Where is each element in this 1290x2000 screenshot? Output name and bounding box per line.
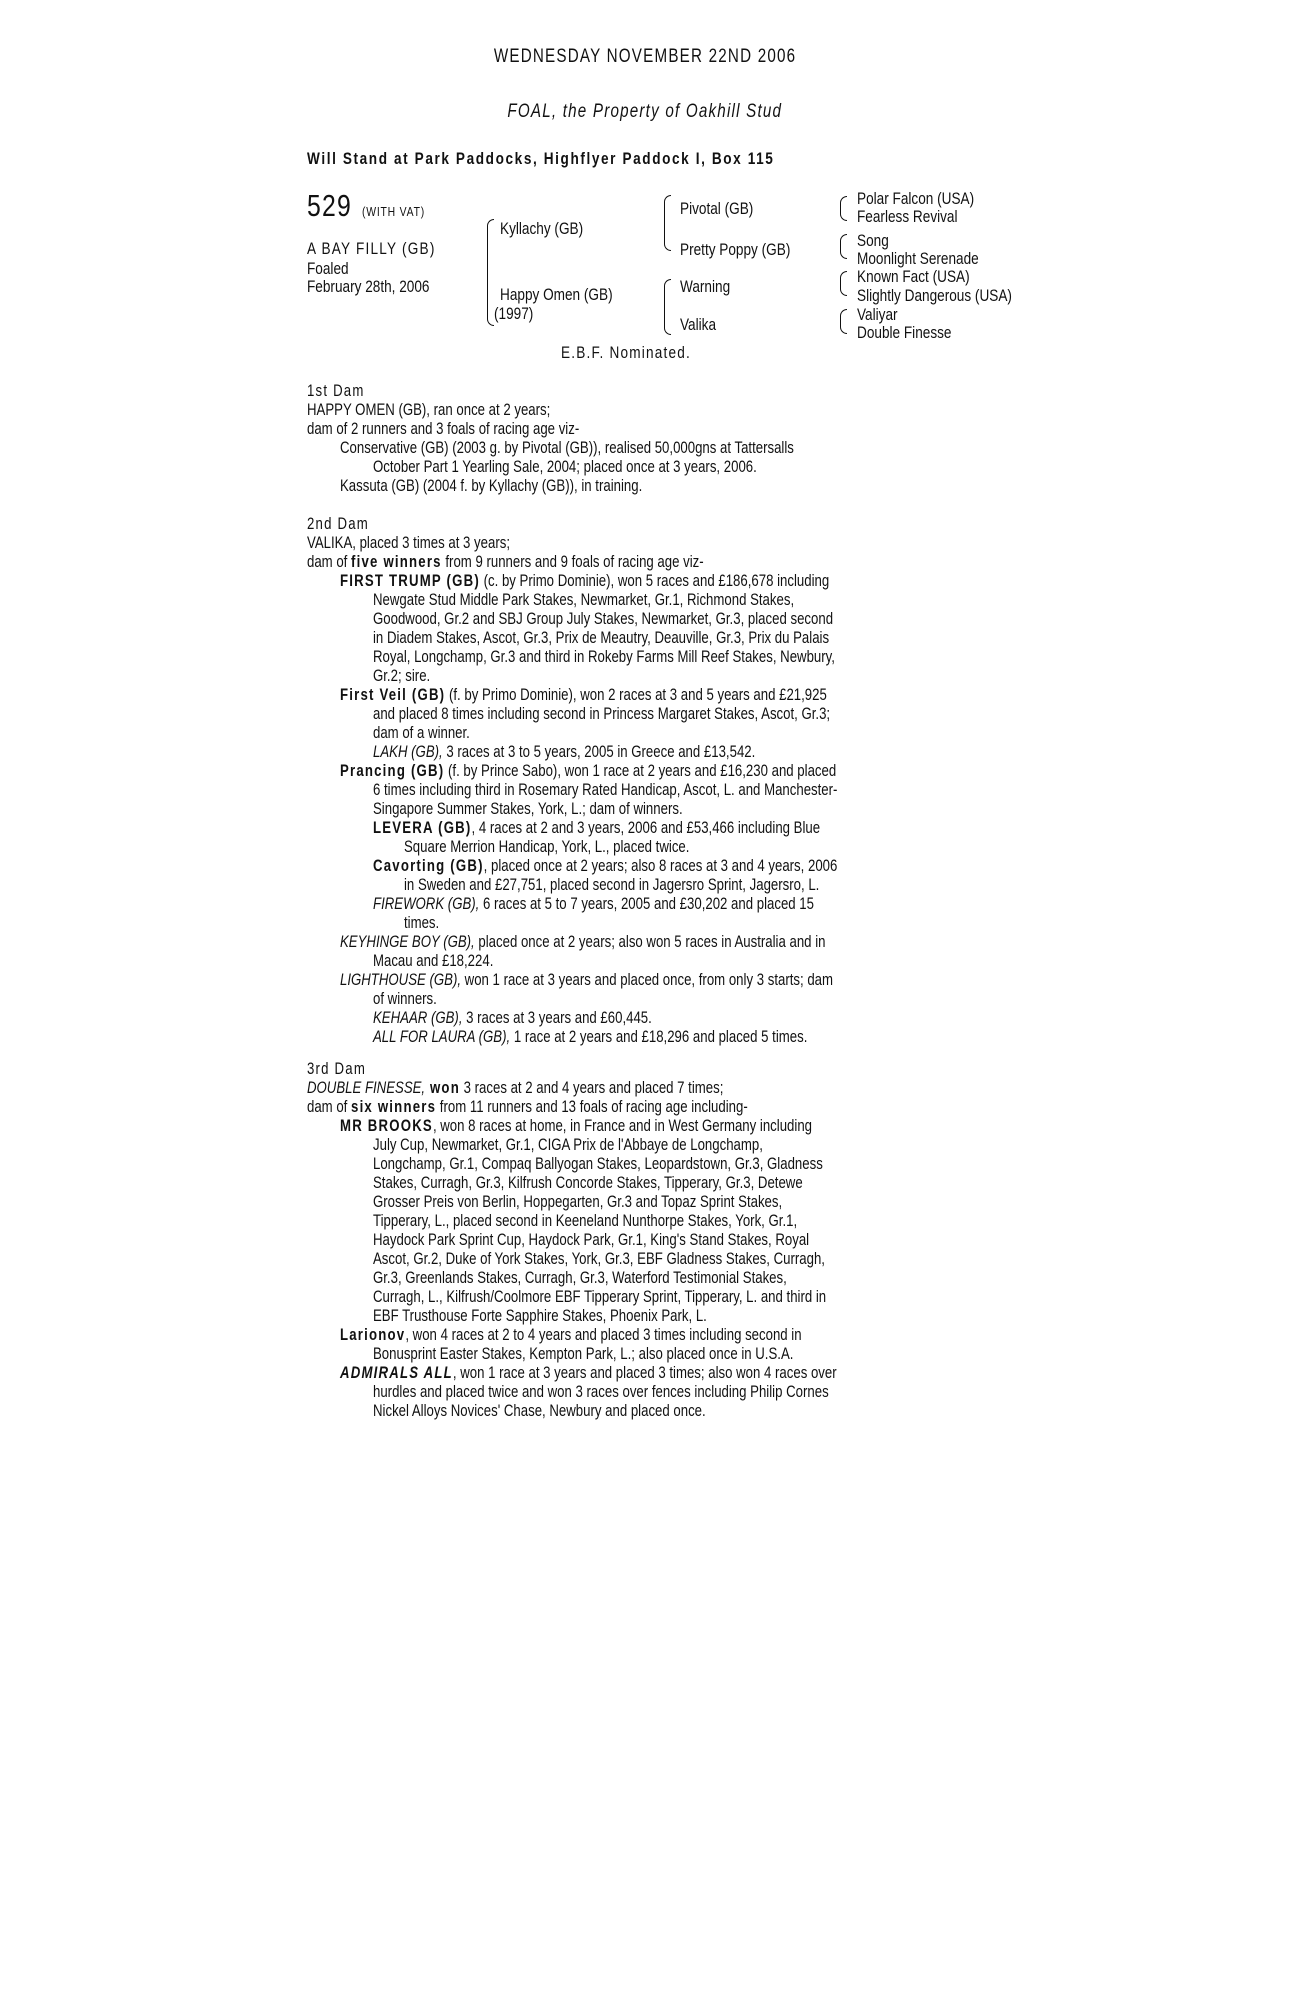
pedigree-g3-8 [857, 323, 975, 343]
lot-name-text: A BAY FILLY (GB) [307, 239, 436, 258]
progeny-line: Longchamp, Gr.1, Compaq Ballyogan Stakes, Leopardstown, Gr.3, Gladness [373, 1155, 823, 1173]
foaled-date [307, 277, 460, 297]
first-dam-section [307, 382, 977, 496]
vat-label: (WITH VAT) [361, 204, 426, 219]
property-text: FOAL, the Property of Oakhill Stud [507, 101, 783, 122]
pedigree-g3-1 [857, 189, 1003, 209]
progeny-line: Gr.2; sire. [373, 667, 431, 685]
progeny-line: Macau and £18,224. [373, 952, 494, 970]
pedigree-g3-3 [857, 231, 897, 251]
sale-date-text: WEDNESDAY NOVEMBER 22ND 2006 [493, 46, 797, 67]
progeny-line: Newgate Stud Middle Park Stakes, Newmarket, Gr.1, Richmond Stakes, [373, 591, 795, 609]
pedigree-sire-sire [680, 199, 772, 219]
pedigree-g3-4 [857, 249, 1009, 269]
pedigree-g3-4-text: Moonlight Serenade [857, 249, 979, 268]
pedigree-dam-dam-text: Valika [680, 315, 717, 334]
first-dam-line: Kassuta (GB) (2004 f. by Kyllachy (GB)), in training. [340, 477, 643, 495]
progeny-line: hurdles and placed twice and won 3 races over fences including Philip Cornes [373, 1383, 829, 1401]
property-line [0, 101, 1290, 123]
progeny-line: Bonusprint Easter Stakes, Kempton Park, L.; also placed once in U.S.A. [373, 1345, 794, 1363]
pedigree-brace-main [487, 219, 494, 326]
first-dam-line: HAPPY OMEN (GB), ran once at 2 years; [307, 401, 551, 419]
progeny-line: Tipperary, L., placed second in Keeneland Nunthorpe Stakes, York, Gr.1, [373, 1212, 798, 1230]
pedigree-sire [500, 219, 604, 239]
progeny-line: EBF Trusthouse Forte Sapphire Stakes, Phoenix Park, L. [373, 1307, 707, 1325]
pedigree-sire-sire-text: Pivotal (GB) [680, 199, 754, 218]
sale-date [0, 46, 1290, 68]
pedigree-g3-2 [857, 207, 983, 227]
pedigree-brace-sire [664, 195, 671, 251]
pedigree-g3-1-text: Polar Falcon (USA) [857, 189, 975, 208]
progeny-line: of winners. [373, 990, 437, 1008]
first-dam-line: Conservative (GB) (2003 g. by Pivotal (GB)), realised 50,000gns at Tattersalls [340, 439, 794, 457]
pedigree-dam [500, 285, 641, 305]
third-dam-line: dam of six winners from 11 runners and 13 foals of racing age including- [307, 1098, 748, 1116]
progeny-line: Nickel Alloys Novices' Chase, Newbury and placed once. [373, 1402, 706, 1420]
third-dam-line: DOUBLE FINESSE, won 3 races at 2 and 4 years and placed 7 times; [307, 1079, 724, 1097]
second-dam-section [307, 515, 977, 1047]
progeny-lighthouse: LIGHTHOUSE (GB), won 1 race at 3 years and placed once, from only 3 starts; dam [340, 971, 834, 989]
progeny-line: Goodwood, Gr.2 and SBJ Group July Stakes, Newmarket, Gr.3, placed second [373, 610, 834, 628]
pedigree-g3-6 [857, 286, 1051, 306]
pedigree-g3-5 [857, 267, 998, 287]
progeny-line: Curragh, L., Kilfrush/Coolmore EBF Tipperary Sprint, Tipperary, L. and third in [373, 1288, 827, 1306]
progeny-line: July Cup, Newmarket, Gr.1, CIGA Prix de l'Abbaye de Longchamp, [373, 1136, 763, 1154]
foaled-date-text: February 28th, 2006 [307, 277, 430, 296]
progeny-line: in Diadem Stakes, Ascot, Gr.3, Prix de Meautry, Deauville, Gr.3, Prix du Palais [373, 629, 830, 647]
pedigree-sire-dam [680, 240, 818, 260]
second-dam-heading: 2nd Dam [307, 515, 369, 533]
lot-number: 529 [307, 188, 352, 223]
pedigree-brace-g3-3 [840, 271, 847, 296]
pedigree-dam-sire [680, 277, 743, 297]
progeny-kehaar: KEHAAR (GB), 3 races at 3 years and £60,445. [373, 1009, 652, 1027]
progeny-first-trump: FIRST TRUMP (GB) (c. by Primo Dominie), won 5 races and £186,678 including [340, 572, 830, 590]
pedigree-dam-sire-text: Warning [680, 277, 731, 296]
pedigree-brace-g3-2 [840, 234, 847, 259]
third-dam-section [307, 1060, 977, 1421]
pedigree-dam-year-text: (1997) [494, 304, 534, 323]
progeny-line: Singapore Summer Stakes, York, L.; dam of winners. [373, 800, 683, 818]
pedigree-brace-g3-4 [840, 309, 847, 334]
progeny-keyhinge-boy: KEYHINGE BOY (GB), placed once at 2 years; also won 5 races in Australia and in [340, 933, 826, 951]
stand-text: Will Stand at Park Paddocks, Highflyer Paddock I, Box 115 [307, 149, 775, 168]
lot-number-row [307, 188, 455, 224]
pedigree-g3-8-text: Double Finesse [857, 323, 952, 342]
pedigree-dam-dam [680, 315, 725, 335]
pedigree-g3-6-text: Slightly Dangerous (USA) [857, 286, 1012, 305]
progeny-line: Stakes, Curragh, Gr.3, Kilfrush Concorde Stakes, Tipperary, Gr.3, Detewe [373, 1174, 803, 1192]
second-dam-line: dam of five winners from 9 runners and 9 foals of racing age viz- [307, 553, 704, 571]
progeny-line: Royal, Longchamp, Gr.3 and third in Rokeby Farms Mill Reef Stakes, Newbury, [373, 648, 835, 666]
progeny-line: Gr.3, Greenlands Stakes, Curragh, Gr.3, Waterford Testimonial Stakes, [373, 1269, 787, 1287]
progeny-line: in Sweden and £27,751, placed second in Jagersro Sprint, Jagersro, L. [404, 876, 820, 894]
progeny-line: times. [404, 914, 440, 932]
pedigree-sire-text: Kyllachy (GB) [500, 219, 584, 238]
progeny-all-for-laura: ALL FOR LAURA (GB), 1 race at 2 years and £18,296 and placed 5 times. [373, 1028, 808, 1046]
pedigree-brace-dam [664, 279, 671, 335]
pedigree-sire-dam-text: Pretty Poppy (GB) [680, 240, 791, 259]
progeny-line: Haydock Park Sprint Cup, Haydock Park, Gr.1, King's Stand Stakes, Royal [373, 1231, 810, 1249]
progeny-first-veil: First Veil (GB) (f. by Primo Dominie), won 2 races at 3 and 5 years and £21,925 [340, 686, 827, 704]
pedigree-dam-text: Happy Omen (GB) [500, 285, 613, 304]
pedigree-g3-7 [857, 305, 908, 325]
progeny-firework: FIREWORK (GB), 6 races at 5 to 7 years, 2005 and £30,202 and placed 15 [373, 895, 814, 913]
progeny-line: 6 times including third in Rosemary Rated Handicap, Ascot, L. and Manchester- [373, 781, 838, 799]
progeny-cavorting: Cavorting (GB), placed once at 2 years; also 8 races at 3 and 4 years, 2006 [373, 857, 838, 875]
pedigree-g3-3-text: Song [857, 231, 889, 250]
ebf-nominated-text: E.B.F. Nominated. [561, 343, 692, 362]
foaled-label [307, 259, 359, 279]
progeny-mr-brooks: MR BROOKS, won 8 races at home, in France and in West Germany including [340, 1117, 813, 1135]
first-dam-line: October Part 1 Yearling Sale, 2004; placed once at 3 years, 2006. [373, 458, 757, 476]
progeny-prancing: Prancing (GB) (f. by Prince Sabo), won 1 race at 2 years and £16,230 and placed [340, 762, 837, 780]
progeny-line: Ascot, Gr.2, Duke of York Stakes, York, Gr.3, EBF Gladness Stakes, Curragh, [373, 1250, 825, 1268]
foaled-label-text: Foaled [307, 259, 349, 278]
progeny-levera: LEVERA (GB), 4 races at 2 and 3 years, 2006 and £53,466 including Blue [373, 819, 821, 837]
first-dam-heading: 1st Dam [307, 382, 365, 400]
stand-location [307, 149, 891, 169]
progeny-line: and placed 8 times including second in Princess Margaret Stakes, Ascot, Gr.3; [373, 705, 831, 723]
progeny-line: Square Merrion Handicap, York, L., placed twice. [404, 838, 690, 856]
lot-name [307, 239, 468, 259]
ebf-nominated [561, 343, 724, 363]
first-dam-line: dam of 2 runners and 3 foals of racing age viz- [307, 420, 580, 438]
progeny-line: dam of a winner. [373, 724, 470, 742]
progeny-admirals-all: ADMIRALS ALL, won 1 race at 3 years and placed 3 times; also won 4 races over [340, 1364, 837, 1382]
second-dam-line: VALIKA, placed 3 times at 3 years; [307, 534, 510, 552]
progeny-larionov: Larionov, won 4 races at 2 to 4 years and placed 3 times including second in [340, 1326, 802, 1344]
progeny-lakh: LAKH (GB), 3 races at 3 to 5 years, 2005 in Greece and £13,542. [373, 743, 756, 761]
pedigree-brace-g3-1 [840, 196, 847, 221]
pedigree-g3-5-text: Known Fact (USA) [857, 267, 970, 286]
progeny-line: Grosser Preis von Berlin, Hoppegarten, Gr.3 and Topaz Sprint Stakes, [373, 1193, 783, 1211]
third-dam-heading: 3rd Dam [307, 1060, 367, 1078]
pedigree-dam-year [494, 304, 543, 324]
pedigree-g3-7-text: Valiyar [857, 305, 898, 324]
pedigree-g3-2-text: Fearless Revival [857, 207, 958, 226]
